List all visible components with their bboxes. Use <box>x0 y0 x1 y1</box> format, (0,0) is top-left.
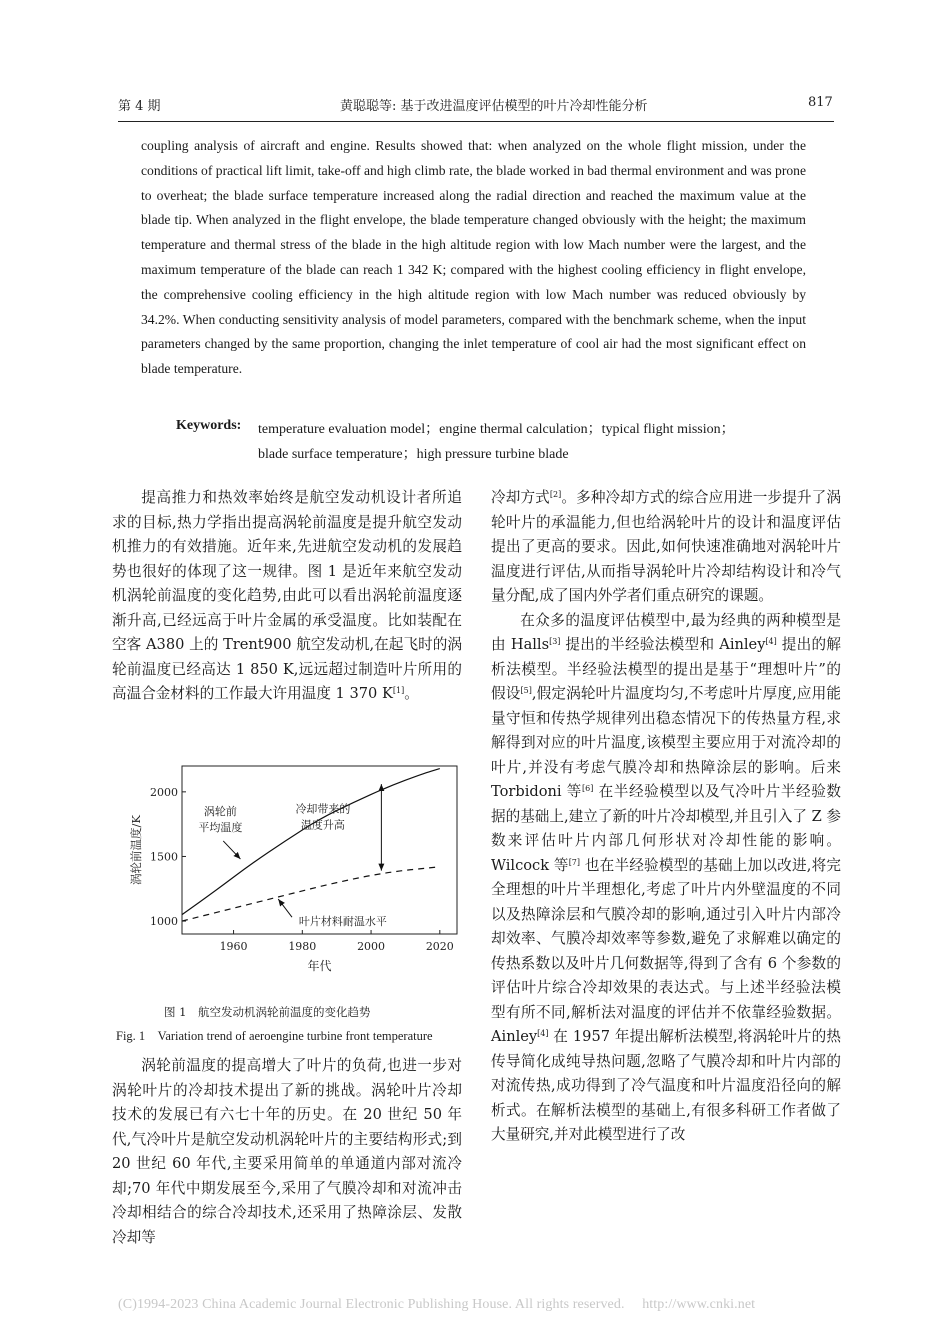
citation-3[interactable]: [3] <box>549 637 561 646</box>
x-tick-label: 2000 <box>357 940 386 953</box>
x-tick-label: 1960 <box>219 940 248 953</box>
y-tick-label: 1000 <box>150 915 178 929</box>
y-axis-label: 涡轮前温度/K <box>129 815 143 885</box>
cooling-methods-paragraph: 冷却方式[2]。多种冷却方式的综合应用进一步提升了涡轮叶片的承温能力,但也给涡轮叶片的设计和温度评估提出了更高的要求。因此,如何快速准确地对涡轮叶片温度进行评估,从而指导涡轮叶片冷却结构设计和冷气量分配,成了国内外学者们重点研究的课题。 <box>491 489 841 604</box>
citation-4b[interactable]: [4] <box>537 1029 549 1038</box>
keywords-line-2: blade surface temperature；high pressure turbine blade <box>258 447 569 462</box>
models-paragraph: 在众多的温度评估模型中,最为经典的两种模型是由 Halls[3] 提出的半经验法模型和 Ainley[4] 提出的解析法模型。半经验法模型的提出是基于“理想叶片”的假设[5],假定涡轮叶片温度均匀,不考虑叶片厚度,应用能量守恒和传热学规律列出稳态情况下的传热量方程,求解得到对应的叶片温度,该模型主要应用于对流冷却的叶片,并没有考虑气膜冷却和热障涂层的影响。后来 Torbidoni 等[6] 在半经验模型以及气冷叶片半经验数据的基础上,建立了新的叶片冷却模型,并且引入了 Z 参数来评估叶片内部几何形状对冷却性能的影响。Wilcock 等[7] 也在半经验模型的基础上加以改进,将完全理想的叶片半理想化,考虑了叶片内外壁温度的不同以及热障涂层和气膜冷却的影响,通过引入叶片内部冷却效率、气膜冷却效率等参数,避免了求解难以确定的传热系数以及叶片几何数据等,得到了含有 6 个参数的评估叶片综合冷却效果的表达式。与上述半经验法模型有所不同,解析法对温度的评估并不依靠经验数据。Ainley[4] 在 1957 年提出解析法模型,将涡轮叶片的热传导简化成纯导热问题,忽略了气膜冷却和叶片内部的对流传热,成功得到了冷气温度和叶片温度沿径向的解析式。在解析法模型的基础上,有很多科研工作者做了大量研究,并对此模型进行了改 <box>491 611 842 1143</box>
annotation-material-arrow <box>278 899 292 917</box>
intro-paragraph: 提高推力和热效率始终是航空发动机设计者所追求的目标,热力学指出提高涡轮前温度是提升航空发动机推力的有效措施。近年来,先进航空发动机的发展趋势也很好的体现了这一规律。图 1 是近年来航空发动机涡轮前温度的变化趋势,由此可以看出涡轮前温度逐渐升高,已经远高于叶片金属的承受温度。比如装配在空客 A380 上的 Trent900 航空发动机,在起飞时的涡轮前温度已经高达 1 850 K,远远超过制造叶片所用的高温合金材料的工作最大许用温度 1 370 K[1]。 <box>112 489 462 702</box>
citation-7[interactable]: [7] <box>568 857 581 867</box>
copyright-footer <box>118 1297 755 1313</box>
annotation-turbine-label-1: 涡轮前 <box>203 805 237 819</box>
figure-caption-en: Fig. 1 Variation trend of aeroengine turbine front temperature <box>116 1029 433 1043</box>
cooling-history-paragraph: 涡轮前温度的提高增大了叶片的负荷,也进一步对涡轮叶片的冷却技术提出了新的挑战。涡轮叶片冷却技术的发展已有六七十年的历史。在 20 世纪 50 年代,气冷叶片是航空发动机涡轮叶片的主要结构形式;到 20 世纪 60 年代,主要采用简单的单通道内部对流冷却;70 年代中期发展至今,采用了气膜冷却和对流冲击冷却相结合的综合冷却技术,还采用了热障涂层、发散冷却等 <box>112 1057 462 1246</box>
annotation-turbine-label-2: 平均温度 <box>198 821 243 835</box>
citation-1[interactable]: [1] <box>392 686 405 695</box>
y-tick-label: 1500 <box>150 850 178 864</box>
annotation-cooling-label-2: 温度升高 <box>300 818 345 832</box>
turbine-temperature-chart <box>120 760 470 1000</box>
annotation-material-label: 叶片材料耐温水平 <box>298 915 387 929</box>
series-line-turbine-temperature <box>182 769 440 915</box>
running-head-issue: 第 4 期 <box>118 99 161 114</box>
left-column-bottom <box>112 1054 462 1250</box>
annotation-cooling-label-1: 冷却带来的 <box>295 802 351 816</box>
annotation-turbine-arrow <box>223 841 240 859</box>
figure-1 <box>120 760 470 1000</box>
citation-2[interactable]: [2] <box>549 490 562 499</box>
left-column-top <box>112 486 462 707</box>
running-head-title: 黄聪聪等: 基于改进温度评估模型的叶片冷却性能分析 <box>340 99 648 114</box>
x-axis-label: 年代 <box>307 959 332 973</box>
citation-6[interactable]: [6] <box>582 784 594 793</box>
figure-caption-cn: 图 1 航空发动机涡轮前温度的变化趋势 <box>164 1005 371 1019</box>
y-tick-label: 2000 <box>150 785 178 799</box>
citation-4[interactable]: [4] <box>765 637 777 646</box>
cnki-url[interactable]: http://www.cnki.net <box>642 1297 756 1312</box>
page-number: 817 <box>808 95 833 110</box>
abstract-text: coupling analysis of aircraft and engine. Results showed that: when analyzed on the whole flight mission, under the conditions of practical lift limit, take-off and high climb rate, the blade worked in bad thermal environment and was prone to overheat; the blade surface temperature increased along the radial direction and reached the maximum value at the blade tip. When analyzed in the flight envelope, the blade temperature changed obviously with the height; the maximum temperature and thermal stress of the blade in the high altitude region with low Mach number were the largest, and the maximum temperature of the blade can reach 1 342 K; compared with the highest cooling efficiency in flight envelope, the comprehensive cooling efficiency in the high altitude region with low Mach number was reduced obviously by 34.2%. When conducting sensitivity analysis of model parameters, compared with the benchmark scheme, when the input parameters changed by the same proportion, changing the inlet temperature of cool air had the most significant effect on blade temperature. <box>141 138 806 377</box>
header-rule <box>118 121 834 122</box>
keywords-line-1: temperature evaluation model；engine thermal calculation；typical flight mission； <box>258 422 735 437</box>
citation-5[interactable]: [5] <box>520 686 532 695</box>
x-tick-label: 1980 <box>288 940 317 953</box>
copyright-text: (C)1994-2023 China Academic Journal Electronic Publishing House. All rights reserved. <box>118 1297 625 1312</box>
series-line-material-limit <box>182 867 440 921</box>
keywords-label: Keywords: <box>176 418 242 433</box>
plot-frame <box>182 766 457 934</box>
right-column <box>491 486 841 1148</box>
x-tick-label: 2020 <box>425 940 454 953</box>
